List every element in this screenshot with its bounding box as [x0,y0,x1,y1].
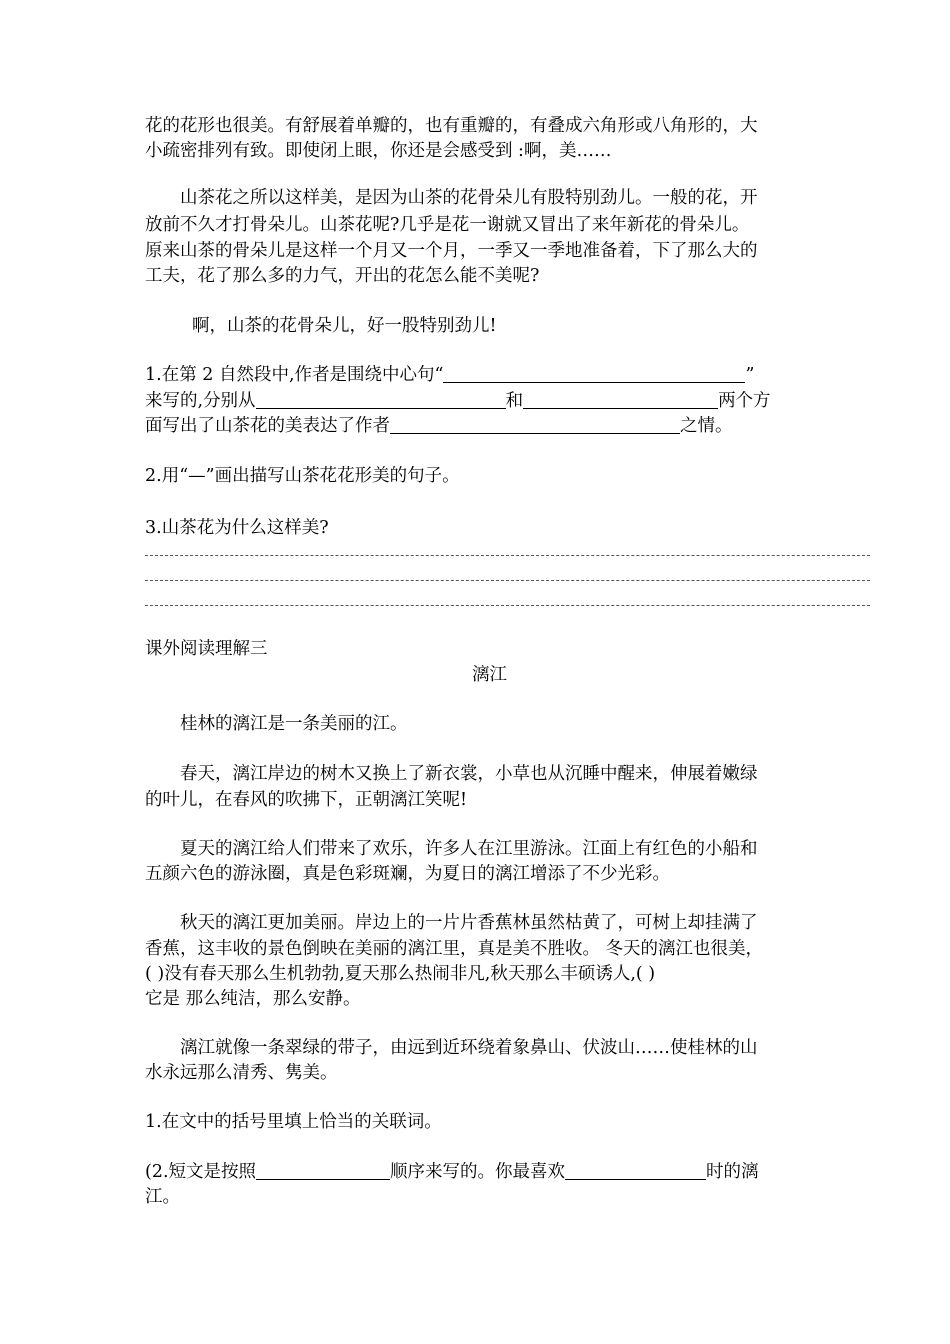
answer-blank[interactable] [443,366,745,383]
question-2: 2.用“—”画出描写山茶花花形美的句子。 [145,466,460,486]
question-2-line: 江。 [145,1187,180,1207]
section-heading: 课外阅读理解三 [145,639,268,659]
passage-paragraph-line: 春天，漓江岸边的树木又换上了新衣裳，小草也从沉睡中醒来，伸展着嫩绿 [180,764,758,784]
question-text: 1.在第 2 自然段中,作者是围绕中心句“ [145,365,444,385]
passage-paragraph-line: 工夫，花了那么多的力气，开出的花怎么能不美呢? [145,266,540,286]
passage-line: 小疏密排列有致。即使闭上眼，你还是会感受到 :啊，美…… [145,141,612,161]
question-text: 来写的,分别从 [145,391,256,411]
passage-paragraph-line: 漓江就像一条翠绿的带子，由远到近环绕着象鼻山、伏波山……使桂林的山 [180,1038,758,1058]
passage-paragraph-line: ( )没有春天那么生机勃勃,夏天那么热闹非凡,秋天那么丰硕诱人,( ) [145,964,656,984]
question-text: 之情。 [680,416,733,436]
question-1 [145,363,754,387]
passage-paragraph-line: 秋天的漓江更加美丽。岸边上的一片片香蕉林虽然枯黄了，可树上却挂满了 [180,913,758,933]
question-text: 时的漓 [706,1162,759,1182]
passage-paragraph-line: 香蕉，这丰收的景色倒映在美丽的漓江里，真是美不胜收。 冬天的漓江也很美， [145,939,764,959]
question-1-line [145,414,733,438]
answer-blank[interactable] [256,1163,390,1180]
question-3: 3.山茶花为什么这样美? [145,518,329,538]
passage-closing: 啊，山茶的花骨朵儿，好一股特别劲儿! [192,316,497,336]
question-text: 顺序来写的。你最喜欢 [390,1162,566,1182]
answer-line[interactable] [145,605,870,606]
passage-paragraph-line: 放前不久才打骨朵儿。山茶花呢?几乎是花一谢就又冒出了来年新花的骨朵儿。 [145,215,750,235]
passage-paragraph-line: 原来山茶的骨朵儿是这样一个月又一个月，一季又一季地准备着，下了那么大的 [145,241,758,261]
question-text: (2.短文是按照 [145,1162,257,1182]
passage-line: 花的花形也很美。有舒展着单瓣的，也有重瓣的，有叠成六角形或八角形的，大 [145,116,758,136]
passage-paragraph-line: 山茶花之所以这样美，是因为山茶的花骨朵儿有股特别劲儿。一般的花，开 [180,188,758,208]
question-1-line [145,389,771,413]
passage-paragraph-line: 的叶儿，在春风的吹拂下，正朝漓江笑呢! [145,790,468,810]
passage-paragraph-line: 五颜六色的游泳圈，真是色彩斑斓，为夏日的漓江增添了不少光彩。 [145,864,670,884]
question-text: 和 [505,391,524,411]
passage-paragraph-line: 桂林的漓江是一条美丽的江。 [180,714,408,734]
answer-line[interactable] [145,580,870,581]
question-2 [145,1160,759,1184]
question-text: 面写出了山茶花的美表达了作者 [145,416,390,436]
answer-blank[interactable] [523,392,718,409]
answer-line[interactable] [145,555,870,556]
question-text: ” [745,365,755,385]
passage-title: 漓江 [472,665,507,685]
question-1: 1.在文中的括号里填上恰当的关联词。 [145,1112,442,1132]
answer-blank[interactable] [565,1163,706,1180]
answer-blank[interactable] [256,392,506,409]
passage-paragraph-line: 夏天的漓江给人们带来了欢乐，许多人在江里游泳。江面上有红色的小船和 [180,839,758,859]
passage-paragraph-line: 它是 那么纯洁，那么安静。 [145,989,361,1009]
question-text: 两个方 [718,391,771,411]
answer-blank[interactable] [390,417,680,434]
passage-paragraph-line: 水永远那么清秀、隽美。 [145,1063,338,1083]
